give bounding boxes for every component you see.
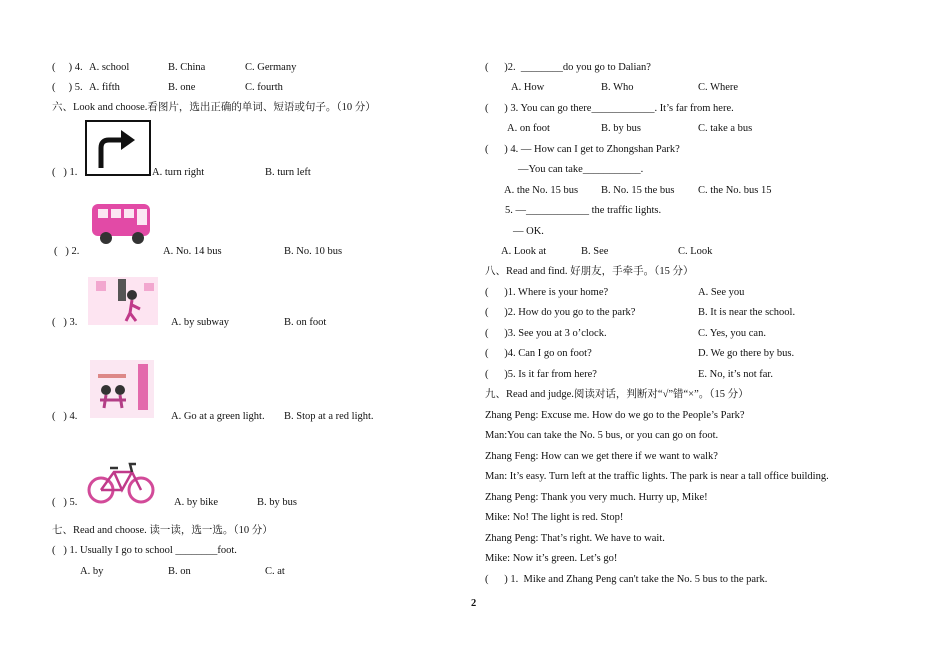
dialog-line: Zhang Peng: Thank you very much. Hurry up, Mike!: [485, 492, 708, 503]
r-q2-text[interactable]: ( )2. ________do you go to Dalian?: [485, 62, 651, 73]
r-q5-option-a: A. Look at: [501, 246, 547, 257]
r-q4-option-b: B. No. 15 the bus: [601, 185, 675, 196]
section-8-title: 八、Read and find. 好朋友，手牵手。（15 分）: [485, 266, 694, 277]
s8-a2: B. It is near the school.: [698, 307, 796, 318]
s6-q1-option-b: B. turn left: [265, 167, 311, 178]
r-q3-option-a: A. on foot: [507, 123, 550, 134]
r-q4-option-a: A. the No. 15 bus: [504, 185, 579, 196]
s6-q5-option-a: A. by bike: [174, 497, 219, 508]
section-7-title: 七、Read and choose. 读一读，选一选。（10 分）: [52, 525, 273, 536]
s8-a3: C. Yes, you can.: [698, 328, 766, 339]
r-q2-option-c: C. Where: [698, 82, 739, 93]
r-q5-text[interactable]: 5. —____________ the traffic lights.: [505, 205, 662, 216]
s6-q2-option-b: B. No. 10 bus: [284, 246, 343, 257]
s6-q4-paren[interactable]: ( ) 4.: [52, 411, 78, 422]
r-q3-option-b: B. by bus: [601, 123, 641, 134]
dialog-line: Man: It’s easy. Turn left at the traffic lights. The park is near a tall office building.: [485, 471, 829, 482]
section-9-title: 九、Read and judge.阅读对话，判断对“√”错“×”。（15 分）: [485, 389, 749, 400]
s6-q2-option-a: A. No. 14 bus: [163, 246, 222, 257]
r-q2-option-b: B. Who: [601, 82, 634, 93]
s8-q2[interactable]: ( )2. How do you go to the park?: [485, 307, 636, 318]
q5-option-b: B. one: [168, 82, 196, 93]
r-q2-option-a: A. How: [511, 82, 545, 93]
s6-q4-option-b: B. Stop at a red light.: [284, 411, 374, 422]
s8-a4: D. We go there by bus.: [698, 348, 795, 359]
turn-right-sign-icon: [85, 120, 151, 176]
s6-q1-paren[interactable]: ( ) 1.: [52, 167, 78, 178]
q4-option-c: C. Germany: [245, 62, 297, 73]
s8-q5[interactable]: ( )5. Is it far from here?: [485, 369, 597, 380]
s6-q1-option-a: A. turn right: [152, 167, 205, 178]
traffic-light-icon: [90, 360, 154, 418]
r-q4-option-c: C. the No. bus 15: [698, 185, 772, 196]
dialog-line: Mike: No! The light is red. Stop!: [485, 512, 624, 523]
s8-q1[interactable]: ( )1. Where is your home?: [485, 287, 609, 298]
dialog-line: Zhang Feng: How can we get there if we want to walk?: [485, 451, 718, 462]
s6-q2-paren[interactable]: ( ) 2.: [54, 246, 80, 257]
dialog-line: Man:You can take the No. 5 bus, or you can go on foot.: [485, 430, 719, 441]
s8-q4[interactable]: ( )4. Can I go on foot?: [485, 348, 592, 359]
s7-q1-option-c: C. at: [265, 566, 285, 577]
q4-option-b: B. China: [168, 62, 206, 73]
q5-paren[interactable]: ( ) 5.: [52, 82, 83, 93]
q4-paren[interactable]: ( ) 4.: [52, 62, 83, 73]
s6-q5-paren[interactable]: ( ) 5.: [52, 497, 78, 508]
r-q3-option-c: C. take a bus: [698, 123, 753, 134]
s6-q5-option-b: B. by bus: [257, 497, 297, 508]
s7-q1-option-a: A. by: [80, 566, 104, 577]
s6-q4-option-a: A. Go at a green light.: [171, 411, 265, 422]
r-q3-text[interactable]: ( ) 3. You can go there____________. It’s far from here.: [485, 103, 734, 114]
dialog-line: Zhang Peng: Excuse me. How do we go to the People’s Park?: [485, 410, 745, 421]
r-q4-reply: —You can take___________.: [518, 164, 644, 175]
s8-q3[interactable]: ( )3. See you at 3 o’clock.: [485, 328, 607, 339]
bus-icon: [88, 198, 156, 248]
s7-q1-option-b: B. on: [168, 566, 191, 577]
q5-option-c: C. fourth: [245, 82, 283, 93]
walking-icon: [88, 277, 158, 325]
q5-option-a: A. fifth: [89, 82, 120, 93]
s7-q1-text[interactable]: ( ) 1. Usually I go to school ________foot.: [52, 545, 237, 556]
q4-option-a: A. school: [89, 62, 130, 73]
page-number: 2: [471, 598, 477, 609]
s6-q3-paren[interactable]: ( ) 3.: [52, 317, 78, 328]
bicycle-icon: [86, 458, 156, 506]
r-q5-reply: — OK.: [513, 226, 544, 237]
s6-q3-option-b: B. on foot: [284, 317, 327, 328]
s8-a5: E. No, it’s not far.: [698, 369, 773, 380]
section-6-title: 六、Look and choose.看图片，选出正确的单词、短语或句子。（10 分）: [52, 102, 376, 113]
dialog-line: Mike: Now it’s green. Let’s go!: [485, 553, 618, 564]
r-q5-option-b: B. See: [581, 246, 609, 257]
r-q5-option-c: C. Look: [678, 246, 713, 257]
s8-a1: A. See you: [698, 287, 745, 298]
r-q4-text[interactable]: ( ) 4. — How can I get to Zhongshan Park?: [485, 144, 680, 155]
s6-q3-option-a: A. by subway: [171, 317, 230, 328]
judge-q1[interactable]: ( ) 1. Mike and Zhang Peng can't take the No. 5 bus to the park.: [485, 574, 768, 585]
dialog-line: Zhang Peng: That’s right. We have to wait.: [485, 533, 665, 544]
